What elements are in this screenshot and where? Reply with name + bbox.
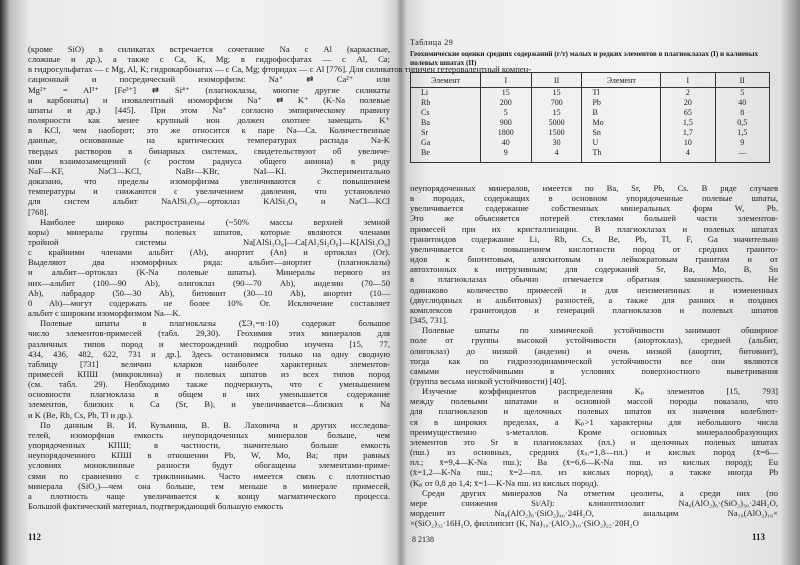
table-cell: 0,5 bbox=[715, 118, 769, 128]
table-cell: 15 bbox=[480, 88, 531, 99]
text-line: Mg²⁺ = Al³⁺ [Fe³⁺] ⇄ Si⁴⁺ (плагиоклазы, многие другие силикаты bbox=[28, 84, 390, 95]
table-caption: Таблица 29 bbox=[410, 38, 454, 47]
table-header-cell: II bbox=[531, 73, 582, 88]
table-row bbox=[411, 98, 770, 108]
table-cell: 1,5 bbox=[715, 128, 769, 138]
text-line: в породах, содержащих в основном упорядоченные полевые шпаты, bbox=[410, 193, 778, 204]
table-cell: 30 bbox=[531, 138, 582, 148]
text-line: твердых растворов в бинарных системах, свидетельствуют об увеличе- bbox=[28, 145, 390, 156]
table-cell: Cs bbox=[411, 108, 481, 118]
text-line: увеличивается содержание собственных минеральных форм W, Pb. bbox=[410, 203, 778, 214]
text-line: Ab), лабрадор (50—30 Ab), битовнит (30—10 Ab), анортит (10— bbox=[28, 287, 390, 298]
text-line: с крайними членами альбит (Ab), анортит (An) и ортоклаз (Or). bbox=[28, 247, 390, 258]
table-cell: 15 bbox=[531, 108, 582, 118]
text-line: пл.; x̄=9,4—K-Na пш.); Ba (x̄=6,6—K-Na пш. из кислых пород); Eu bbox=[410, 457, 778, 468]
table-header-cell: Элемент bbox=[411, 73, 481, 88]
paragraph bbox=[28, 318, 390, 420]
text-line: [345, 731]. bbox=[410, 315, 448, 326]
paragraph bbox=[410, 325, 778, 386]
text-line: для систем альбит NaAlSi₃O₈—ортоклаз KAlSi₃O₈ и NaCl—KCl bbox=[28, 196, 390, 207]
table-row bbox=[411, 118, 770, 128]
text-line: сационный и посредический изоморфизм: Na⁺ ⇄ Ca²⁺ или bbox=[28, 74, 390, 85]
table-cell: Th bbox=[582, 148, 661, 163]
table-cell: B bbox=[582, 108, 661, 118]
table-header-cell: Элемент bbox=[582, 73, 661, 88]
text-line: сложные и др.), а также с Ca, K, Mg; в гидрофосфатах — с Al, Ca; bbox=[28, 54, 390, 65]
text-line: 0 Ab)—могут содержать не более 10% Or. Исключение составляет bbox=[28, 297, 390, 308]
text-line: данные, основанные на критических температурах распада Na-K bbox=[28, 135, 390, 146]
element-table bbox=[410, 72, 770, 163]
text-line: ×(SiO₂)₃₂·16H₂O, филлипсит (K, Na)₁₀·(AlO₂)₁₀·(SiO₂)₂₂·20H₂O bbox=[410, 518, 639, 529]
paragraph bbox=[410, 488, 778, 529]
text-line: различных типов пород и месторождений подробно изучена [15, 77, bbox=[28, 338, 390, 349]
paragraph bbox=[410, 183, 778, 325]
text-line: элементов это Sr в плагиоклазах (пл.) и щелочных полевых шпатах bbox=[410, 436, 778, 447]
text-line: и альбит—ортоклаз (K-Na полевые шпаты). Минералы первого из bbox=[28, 267, 390, 278]
text-line: Полевые шпаты по химической устойчивости занимают обширное bbox=[422, 325, 778, 336]
table-cell: Pb bbox=[582, 98, 661, 108]
table-cell: 2 bbox=[661, 88, 715, 99]
text-line: Полевые шпаты в плагиоклазы (ΣЭ₁=n·10) содержат большое bbox=[40, 318, 390, 329]
text-line: морденит Na₈(AlO₂)₈·(SiO₂)₄₀·24H₂O, анальцим Na₁₆(AlO₂)₁₆× bbox=[410, 508, 778, 518]
text-line: примесей КПШ (микроклина) и полевых шпатов из всех типов пород bbox=[28, 369, 390, 379]
text-line: число элементов-примесей (табл. 29,30). Геохимия этих минералов для bbox=[28, 328, 390, 339]
table-row bbox=[411, 88, 770, 99]
table-row bbox=[411, 148, 770, 163]
text-line: [768]. bbox=[28, 206, 49, 217]
text-line: Большой фактический материал, подтверждающий большую емкость bbox=[28, 501, 284, 512]
table-cell: 1500 bbox=[531, 128, 582, 138]
text-line: и K (Be, Rb, Cs, Pb, Tl и др.). bbox=[28, 409, 134, 420]
text-line: Изучение коэффициентов распределения Kₚ элементов [15, 793] bbox=[422, 386, 778, 397]
text-line: элементов, близких к Ca (Sr, B), и увеличивается—близких к Na bbox=[28, 399, 390, 410]
text-line: и карбонаты) и изовалентный изоморфизм Na⁺ ⇄ K⁺ (K-Na полевые bbox=[28, 94, 390, 105]
text-line: олигоклаз) до низкой (андезин) и очень низкой (анортит, битовнит), bbox=[410, 345, 778, 356]
table-cell: 1800 bbox=[480, 128, 531, 138]
table-cell: 1,5 bbox=[661, 118, 715, 128]
text-line: неупорядоченного КПШ в отношении Pb, W, Mo, Ba; при равных bbox=[28, 450, 390, 461]
paragraph bbox=[28, 217, 390, 319]
text-line: в гидросульфатах — с Mg, Al, K; гидрокарбонатах — с Ca, Mg; фторидах — с Al [776]. Для силикатов типичен гетеровалентный компен- bbox=[28, 64, 532, 75]
text-line: Среди других минералов Na отметим цеолиты, а среди них (по bbox=[422, 487, 778, 498]
table-cell: Ba bbox=[411, 118, 481, 128]
text-line: полярности как менее крупный ион должен охотнее замещать K⁺ bbox=[28, 115, 390, 126]
text-line: одинаково количество примесей и для неизмененных и измененных bbox=[410, 284, 778, 295]
table-cell: 1,7 bbox=[661, 128, 715, 138]
text-line: температуры и снижаются с увеличением давления, что установлено bbox=[28, 186, 390, 197]
text-line: основности плагиоклаза в общем в них уменьшается содержание bbox=[28, 389, 390, 400]
table-cell: 15 bbox=[531, 88, 582, 99]
text-line: коры) минералы группы полевых шпатов, которые являются членами bbox=[28, 226, 390, 237]
table-header-cell: I bbox=[480, 73, 531, 88]
table-row bbox=[411, 128, 770, 138]
table-cell: 9 bbox=[480, 148, 531, 163]
text-line: условиях моноклинные разности будут обогащены элементами-приме- bbox=[28, 460, 390, 471]
text-line: а плотность чаще увеличивается к концу магматического процесса. bbox=[28, 490, 390, 501]
text-line: Это же объясняется потерей стеклами большей части элементов- bbox=[410, 213, 778, 224]
table-header-row bbox=[411, 73, 770, 88]
table-cell: 4 bbox=[531, 148, 582, 163]
table-cell: 700 bbox=[531, 98, 582, 108]
text-line: (кроме SiO) в силикатах встречается сочетание Na с Al (каркасные, bbox=[28, 44, 390, 54]
text-line: мере снижения Si/Al): клиноптилолит Na₆(AlO₂)₆·(SiO₂)₃₀·24H₂O, bbox=[410, 497, 778, 508]
text-line: минерала (SiO₂)—чем она больше, тем меньше в минерале примесей, bbox=[28, 480, 390, 491]
text-line: шпаты и др.) [445]. При этом Na⁺ согласно эмпирическому правилу bbox=[28, 104, 390, 115]
table-cell: Sn bbox=[582, 128, 661, 138]
text-line: 434, 436, 482, 622, 731 и др.]. Здесь остановимся только на одну сводную bbox=[28, 348, 390, 359]
text-line: Выделяют два изоморфных ряда: альбит—анортит (плагиоклазы) bbox=[28, 257, 390, 268]
table-cell: 10 bbox=[661, 138, 715, 148]
text-line: комплексов гранитоидов и генераций плагиоклазов и полевых шпатов bbox=[410, 304, 778, 315]
text-line: преимущественно s-металлов. Кроме основных минералообразующих bbox=[410, 426, 778, 437]
text-line: гранитоидов содержание Li, Rb, Cs, Be, Pb, Tl, F, Ga значительно bbox=[410, 233, 778, 244]
text-line: ся в широких пределах, а Kₚ>1 характерны для небольшого числа bbox=[410, 416, 778, 427]
table-header-cell: II bbox=[715, 73, 769, 88]
table-cell: 8 bbox=[715, 108, 769, 118]
table-cell: Mo bbox=[582, 118, 661, 128]
table-cell: 9 bbox=[715, 138, 769, 148]
text-line: в плагиоклазах обычно отмечается обратная закономерность. Не bbox=[410, 274, 778, 285]
text-line: автохтонных к интрузивным; для содержаний Sr, Ba, Mo, B, Sn bbox=[410, 264, 778, 275]
table-cell: Ga bbox=[411, 138, 481, 148]
text-line: (группа весьма низкой устойчивости) [40]. bbox=[410, 375, 567, 386]
text-line: таблицу [731] величин кларков наиболее характерных элементов- bbox=[28, 358, 390, 369]
left-page-number: 112 bbox=[28, 532, 42, 542]
table-cell: Tl bbox=[582, 88, 661, 99]
text-line: тройной системы Na[AlSi₃O₈]—Ca[Al₂Si₂O₈]—K[AlSi₃O₈] bbox=[28, 236, 390, 247]
table-cell: 5000 bbox=[531, 118, 582, 128]
table-cell: 20 bbox=[661, 98, 715, 108]
text-line: NaF—KF, NaCl—KCl, NaBr—KBr, NaI—KI. Экспериментально bbox=[28, 165, 390, 176]
text-line: Наиболее широко распространены (~50% массы верхней земной bbox=[40, 216, 390, 227]
table-title: Геохимические оценки средних содержаний (г/т) малых и редких элементов в плагиоклазах (I) и калиевых полевых шпатах (II) bbox=[410, 50, 759, 67]
table-cell: 40 bbox=[715, 98, 769, 108]
text-line: По данным В. И. Кузьмина, В. В. Лаховича и других исследова- bbox=[40, 419, 390, 430]
table-header-cell: I bbox=[661, 73, 715, 88]
text-line: идов к биотитовым, аляскитовым и лейкократовым гранитам и от bbox=[410, 254, 778, 265]
signature-mark: 8 2138 bbox=[412, 535, 434, 544]
text-line: (см. табл. 29). Необходимо также подчеркнуть, что с уменьшением bbox=[28, 379, 390, 390]
table-body bbox=[411, 88, 770, 163]
text-line: неупорядоченных минералов, имеется по Ba, Sr, Pb, Cs. В ряде случаев bbox=[410, 183, 778, 193]
table-cell: Li bbox=[411, 88, 481, 99]
text-line: упорядоченных КПШ; в частности, значительно больше емкость bbox=[28, 440, 390, 451]
text-line: (x̄=1,2—K-Na пш.; x̄=2—пл. из кислых пород), а также иногда Pb bbox=[410, 467, 778, 478]
table-row bbox=[411, 138, 770, 148]
text-line: доказано, что пределы изоморфизма увеличиваются с повышением bbox=[28, 176, 390, 187]
text-line: для плагиоклазов и щелочных полевых шпатов их значения колеблют- bbox=[410, 406, 778, 417]
table-cell: 40 bbox=[480, 138, 531, 148]
paragraph bbox=[410, 386, 778, 488]
text-line: альбит с широким изоморфизмом Na—K. bbox=[28, 308, 181, 319]
text-line: примесей при их кристаллизации. В плагиоклазах и полевых шпатах bbox=[410, 223, 778, 234]
table-cell: 5 bbox=[480, 108, 531, 118]
table-cell: U bbox=[582, 138, 661, 148]
text-line: самыми неустойчивыми в условиях поверхностного выветривания bbox=[410, 365, 778, 376]
text-line: нии взаимозамещений (с ростом радиуса общего аниона) в ряду bbox=[28, 155, 390, 166]
right-page bbox=[410, 0, 778, 565]
table-cell: — bbox=[715, 148, 769, 163]
table-cell: 65 bbox=[661, 108, 715, 118]
table-cell: 4 bbox=[661, 148, 715, 163]
text-line: телей, изоморфная емкость неупорядоченных минералов больше, чем bbox=[28, 429, 390, 440]
text-line: тогда как по гидроэзодинамической устойчивости все они являются bbox=[410, 355, 778, 366]
right-page-number: 113 bbox=[752, 532, 766, 542]
table-cell: Be bbox=[411, 148, 481, 163]
paragraph bbox=[28, 420, 390, 511]
table-row bbox=[411, 108, 770, 118]
table-cell: 900 bbox=[480, 118, 531, 128]
text-line: в KCl, чем наоборот; это же относится к паре Na—Ca. Количественные bbox=[28, 125, 390, 136]
table-cell: Rb bbox=[411, 98, 481, 108]
table-cell: 200 bbox=[480, 98, 531, 108]
text-line: поле от группы высокой устойчивости (анортоклаз), средней (альбит, bbox=[410, 335, 778, 346]
text-line: них—альбит (100—90 Ab), олигоклаз (90—70 Ab), андезин (70—50 bbox=[28, 277, 390, 288]
text-line: (Kₚ от 0,8 до 1,4; x̄=1—K-Na пш. из кислых пород). bbox=[410, 477, 599, 488]
table-cell: 5 bbox=[715, 88, 769, 99]
table-cell: Sr bbox=[411, 128, 481, 138]
text-line: сями по сравнению с триклинными. Часто имеется связь с плотностью bbox=[28, 470, 390, 481]
text-line: (пш.) из основных, средних (x̄ₛᵣ=1,8—пл.) и кислых пород (x̄=6— bbox=[410, 447, 778, 458]
text-line: между полевыми шпатами и основной массой породы показало, что bbox=[410, 396, 778, 407]
text-line: (двуслюдяных и альбитовых) разностей, а также для ранних и поздних bbox=[410, 294, 778, 305]
right-page-body bbox=[410, 183, 778, 528]
text-line: увеличивается с повышением кислотности пород от средних гранито- bbox=[410, 243, 778, 254]
